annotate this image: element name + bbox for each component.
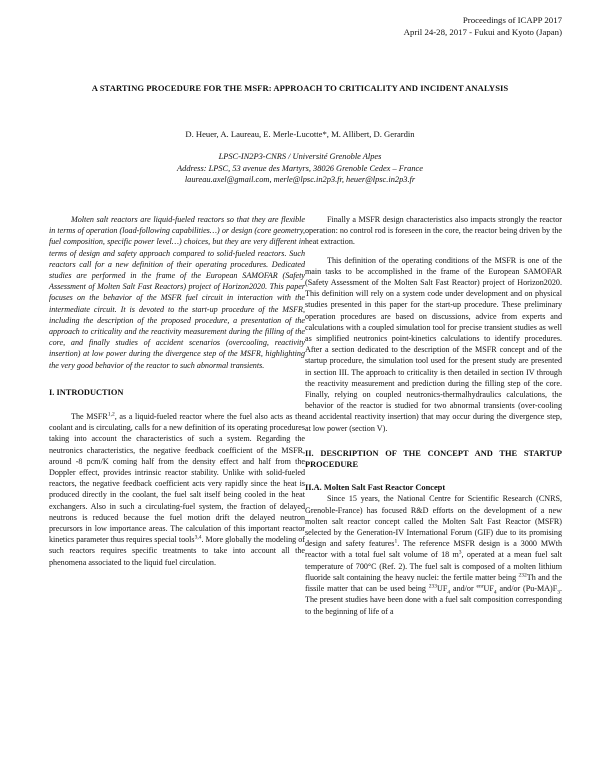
intro-text-b: , as a liquid-fueled reactor where the fuel also acts as the coolant and is circulating, calls for a new definition of its operating procedures taking into account the characteristics of such a system. Regarding the neutronics characteristics, the negative feedback coefficient of the MSFR, around -8 pcm/K coming half from the density effect and half from the Doppler effect, provides intrinsic reactor stability. Unlike with solid-fueled reactors, the negative feedback coefficient acts very rapidly since the heat is produced directly in the coolant, the fuel salt itself being cooled in the heat exchangers. Also in such a circulating-fuel system, the fraction of delayed neutrons is reduced because the fuel motion drift the delayed neutron precursors in low importance areas. The calculation of this important reactor kinetics parameter thus requires special tools [49, 412, 305, 545]
msfr-sup-232: 232 [518, 572, 527, 579]
msfr-concept-paragraph [305, 493, 562, 616]
msfr-sub-4a: 4 [447, 589, 451, 596]
affiliation-institution: LPSC-IN2P3-CNRS / Université Grenoble Alpes [218, 152, 382, 161]
left-column [49, 214, 305, 568]
msfr-text-e: UF [437, 584, 448, 594]
msfr-sup-233: 233 [428, 583, 438, 590]
intro-text-a: The MSFR [71, 412, 108, 422]
proceedings-date: April 24-28, 2017 - Fukui and Kyoto (Japan) [403, 27, 562, 37]
msfr-sup-enr: enr [476, 583, 484, 590]
msfr-sup-3: 3 [458, 549, 462, 556]
introduction-paragraph [49, 411, 305, 568]
abstract: Molten salt reactors are liquid-fueled reactors so that they are flexible in terms of operation (load-following capabilities…) or design (core geometry, fuel composition, specific power level…) choices, but they are very different in terms of design and safety approach compared to solid-fueled reactors. Such reactors call for a new definition of their operating procedures. Dedicated studies are performed in the frame of the European SAMOFAR (Safety Assessment of Molten Salt Fast Reactors) project of Horizon2020. This paper focuses on the behavior of the MSFR fuel circuit in interaction with the intermediate circuit. It is devoted to the start-up procedure of the MSFR, including the description of the proposed procedure, a presentation of the approach to criticality and the reactivity measurement during the filling of the core, and finally studies of accident scenarios (overcooling, reactivity insertion) at low power during the divergence step of the MSFR, highlighting the very good behavior of the reactor to such abnormal transients. [49, 215, 305, 370]
affiliation-address: Address: LPSC, 53 avenue des Martyrs, 38026 Grenoble Cedex – France [177, 163, 423, 173]
section-heading-description: II. DESCRIPTION OF THE CONCEPT AND THE STARTUP PROCEDURE [305, 448, 562, 470]
affiliation-emails: laureau.axel@gmail.com, merle@lpsc.in2p3.fr, heuer@lpsc.in2p3.fr [184, 175, 416, 184]
msfr-text-i: . The present studies have been done with a fuel salt composition corresponding to the beginning of life of a [305, 584, 562, 616]
msfr-text-f: and/or [450, 584, 477, 594]
proceedings-header [404, 14, 562, 38]
subsection-heading-msfr: II.A. Molten Salt Fast Reactor Concept [305, 483, 446, 493]
msfr-text-g: UF [483, 584, 494, 594]
intro-ref-2: 3,4 [194, 534, 202, 541]
msfr-text-a: Since 15 years, the National Centre for Scientific Research (CNRS, Grenoble-France) has focused R&D efforts on the development of a new molten salt reactor concept called the Molten Salt Fast Reactor (MSFR) selected by the Generation-IV International Forum (GIF) due to its promising design and safety features [305, 494, 562, 549]
msfr-text-c: , operated at a mean fuel salt temperature of 700°C (Ref. 2). The fuel salt is composed of a molten lithium fluoride salt containing the heavy nuclei: the fertile matter being [305, 550, 563, 582]
msfr-text-d: Th and the fissile matter that can be used being [305, 572, 562, 594]
section-heading-introduction: I. INTRODUCTION [49, 387, 124, 397]
msfr-sub-3: 3 [557, 589, 560, 596]
msfr-ref-1: 1 [394, 538, 398, 545]
paper-title: A STARTING PROCEDURE FOR THE MSFR: APPROACH TO CRITICALITY AND INCIDENT ANALYSIS [91, 83, 509, 93]
msfr-sub-4b: 4 [493, 589, 497, 596]
right-paragraph-2: This definition of the operating conditions of the MSFR is one of the main tasks to be accomplished in the frame of the European SAMOFAR (Safety Assessment of the Molten Salt Fast Reactor) project of Horizon2020. This definition will rely on a system code under development and on physical studies presented in this paper for the start-up procedure. These preliminary operation procedures are based on discussions, advice from experts and calculations with a coupled simulation tool for precise transient studies as well as simplified neutronics point-kinetics calculations to identify procedures. After a section dedicated to the description of the MSFR concept and of the startup procedure, the simulation tool used for the present study are presented in section III. The approach to criticality is then detailed in section IV through the reactivity measurement and prediction during the filling step of the core. Finally, relying on coupled neutronics-thermalhydraulics calculations, the behavior of the reactor is studied for two abnormal transients (over-cooling and accidental reactivity insertion) that may occur during the divergence step, at low power (section V). [305, 255, 562, 433]
intro-ref-1: 1,2 [107, 411, 115, 418]
proceedings-name: Proceedings of ICAPP 2017 [462, 15, 562, 25]
right-paragraph-1: Finally a MSFR design characteristics also impacts strongly the reactor operation: no control rod is foreseen in the core, the reactor being driven by the heat extraction. [305, 215, 562, 247]
affiliation-block [40, 151, 560, 186]
msfr-text-h: and/or (Pu-MA)F [496, 584, 558, 594]
intro-text-c: . More globally the modeling of such reactors requires specific treatments to take into account all the phenomena associated to the liquid fuel circulation. [49, 535, 306, 567]
msfr-text-b: . The reference MSFR design is a 3000 MWth reactor with a total fuel salt volume of 18 m [305, 539, 562, 560]
right-column [305, 214, 562, 617]
paper-authors: D. Heuer, A. Laureau, E. Merle-Lucotte*, M. Allibert, D. Gerardin [185, 129, 415, 139]
